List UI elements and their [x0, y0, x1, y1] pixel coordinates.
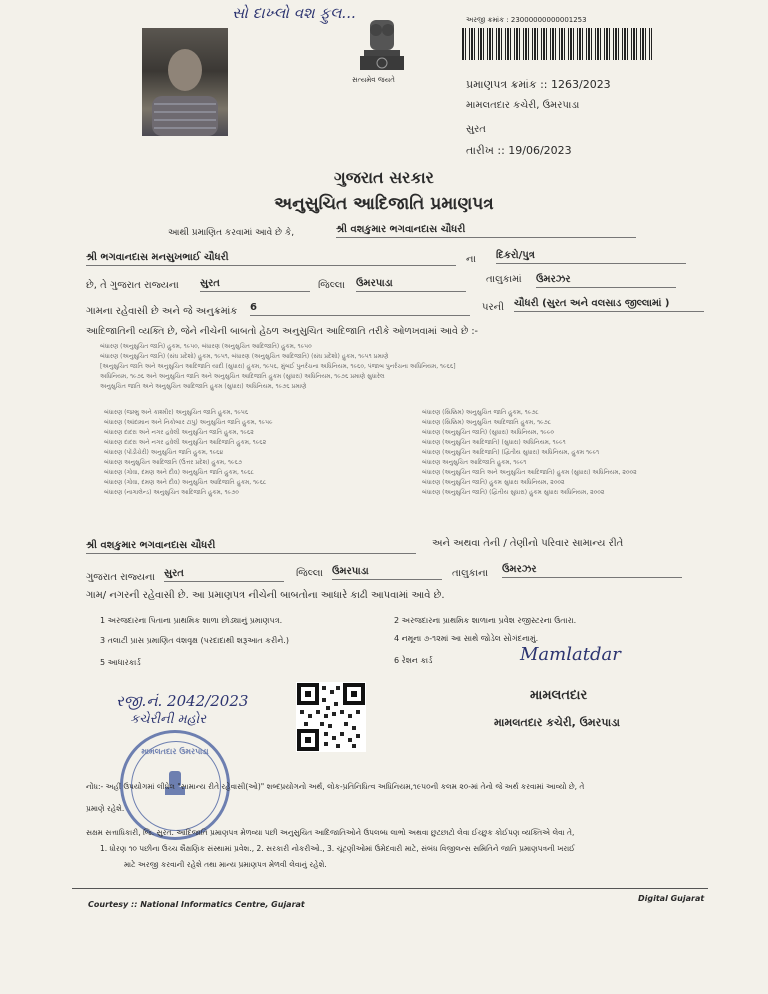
legal-order-item: બંધારણ (અનુસુચિત જાતિ અને અનુસુચિત આદિજાતિ) હુકમ (સુધારા) અધિનિયમ, ૨૦૦૨ — [422, 469, 637, 476]
legal-order-item: બંધારણ (આંદામાન અને નિકોબાર ટાપુ) અનુસુચિત જાતિ હુકમ, ૧૯૫૯ — [104, 419, 273, 426]
note-line-1: નોંધ:- અહીં ઉપયોગમાં લીધેલ "સામાન્ય રીતે રહેવાસી(ઓ)" શબ્દપ્રયોગનો અર્થ, લોક-પ્રતિનિધિત્વ અધિનિયમ,૧૯૫૦ની કલમ ૨૦-માં તેનો જે અર્થ કરવામાં આવ્યો છે, તે — [86, 782, 585, 791]
government-heading: ગુજરાત સરકાર — [334, 168, 434, 187]
document-item: 1 અરજદારના પિતાના પ્રાથમિક શાળા છોડ્યાનું પ્રમાણપત્ર. — [100, 616, 283, 625]
legal-orders-block — [100, 342, 700, 392]
handwritten-registration: રજી.નં. 2042/2023 — [116, 692, 249, 710]
legal-order-line: બંધારણ (અનુસુચિત જાતિ) હુકમ, ૧૯૫૦, બંધારણ (અનુસુચિત આદિજાતિ) હુકમ, ૧૯૫૦ — [100, 343, 312, 350]
handwritten-office-note: કચેરીની મહોર — [130, 712, 206, 727]
applicant-name-repeat: શ્રી વશકુમાર ભગવાનદાસ ચૌધરી — [86, 540, 416, 554]
document-item: 4 નમૂના ૭-૧૨માં આ સાથે જોડેલ સોગંદનામું. — [394, 634, 539, 643]
district-name: ઉમરપાડા — [356, 278, 466, 292]
applicant-photo — [142, 28, 228, 136]
legal-order-item: બંધારણ (અનુસુચિત જાતિ) હુકમ સુધારા અધિનિયમ, ૨૦૦૨ — [422, 479, 565, 486]
legal-order-item: બંધારણ અનુસુચિત આદિજાતિ (ઉત્તર પ્રદેશ) હુકમ, ૧૯૬૭ — [104, 459, 242, 466]
footer-digital-gujarat: Digital Gujarat — [638, 894, 705, 903]
district-city-repeat: સુરત — [164, 568, 284, 582]
village-name-repeat: ઉમરઝર — [502, 564, 682, 578]
legal-order-item: બંધારણ (નાગાલેન્ડ) અનુસુચિત આદિજાતિ હુકમ, ૧૯૭૦ — [104, 489, 239, 496]
certify-intro: આથી પ્રમાણિત કરવામાં આવે છે કે, — [168, 228, 295, 238]
family-line: અને અથવા તેની / તેણીનો પરિવાર સામાન્ય રીતે — [432, 538, 624, 549]
footer-courtesy: Courtesy :: National Informatics Centre, Gujarat — [88, 900, 305, 909]
application-number: અરજી ક્રમાંક : 23000000000001253 — [466, 16, 587, 24]
taluka-label: તાલુકામાં — [486, 274, 522, 285]
issue-basis-line: ગામ/ નગરની રહેવાસી છે. આ પ્રમાણપત્ર નીચેની બાબતોના આધારે કાઢી આપવામાં આવે છે. — [86, 590, 445, 601]
legal-order-line: [અનુસુચિત જાતિ અને અનુસુચિત આદિજાતિ યાદી (સુધારા) હુકમ, ૧૯૫૬, મુંબઈ પુનર્રચના અધિનિયમ, ૧૯૬૦, પંજાબ પુનર્રચના અધિનિયમ, ૧૯૬૬] — [100, 363, 456, 370]
legal-order-line: અધિનિયમ, ૧૯૭૬ અને અનુસુચિત જાતિ અને અનુસુચિત આદિજાતિ હુકમ (સુધારા) અધિનિયમ, ૧૯૭૬ પ્રમાણે સુધારેલ — [100, 373, 385, 380]
legal-order-line: અનુસુચિત જાતિ અને અનુસુચિત આદિજાતિ હુકમ (સુધારા) અધિનિયમ, ૧૯૭૬ પ્રમાણે — [100, 383, 307, 390]
legal-orders-right — [422, 408, 712, 498]
emblem-caption: સત્યમેવ જયતે — [352, 76, 395, 84]
legal-order-item: બંધારણ (જમ્મુ અને કાશ્મીર) અનુસુચિત જાતિ હુકમ, ૧૯૫૬ — [104, 409, 249, 416]
legal-order-item: બંધારણ (સિક્કિમ) અનુસુચિત આદિજાતિ હુકમ, ૧૯૭૮ — [422, 419, 552, 426]
barcode-icon — [462, 28, 652, 60]
document-item: 6 રેશન કાર્ડ — [394, 656, 433, 665]
legal-order-item: બંધારણ દાદરા અને નગર હવેલી અનુસુચિત આદિજાતિ હુકમ, ૧૯૬૨ — [104, 439, 267, 446]
relation: દિકરો/પુત્ર — [496, 250, 686, 264]
document-item: 5 આધારકાર્ડ — [100, 658, 141, 667]
legal-order-item: બંધારણ (અનુસુચિત આદિજાતિ) (સુધારા) અધિનિયમ, ૧૯૯૧ — [422, 439, 566, 446]
legal-orders-left — [104, 408, 404, 498]
issuing-office: મામલતદાર કચેરી, ઉમરપાડા — [466, 100, 580, 111]
legal-order-item: બંધારણ (ગોવા, દમણ અને દીવ) અનુસુચિત આદિજાતિ હુકમ, ૧૯૬૮ — [104, 479, 267, 486]
document-item: 3 તલાટી પ્રાસ પ્રમાણિત વંશવૃક્ષ (પરદાદાથી શરૂઆત કરીને.) — [100, 636, 289, 645]
legal-order-item: બંધારણ અનુસુચિત આદિજાતિ હુકમ, ૧૯૯૧ — [422, 459, 527, 466]
note-line-3: સક્ષમ સત્તાધિકારી, જિ. સુરત. આદિજાતિ પ્રમાણપત્ર મેળવ્યા પછી અનુસુચિત આદિજાતિઓને ઉપલબ્ધ લાભો અથવા છુટછાટો લેવા ઈચ્છુક કોઈપણ વ્યક્તિએ લેવા તે, — [86, 828, 575, 837]
taluka-label-repeat: તાલુકાના — [452, 568, 489, 579]
na-label: ના — [466, 254, 476, 265]
tribe-label: પરની — [482, 302, 504, 313]
signature: Mamlatdar — [520, 644, 621, 665]
tribe-name: ચૌધરી (સુરત અને વલસાડ જીલ્લામાં ) — [514, 298, 704, 312]
legal-order-item: બંધારણ (અનુસુચિત જાતિ) (દ્વિતીય સુધારા) હુકમ સુધારા અધિનિયમ, ૨૦૦૨ — [422, 489, 605, 496]
legal-order-item: બંધારણ (અનુસુચિત જાતિ) (સુધારા) અધિનિયમ, ૧૯૯૦ — [422, 429, 554, 436]
serial-number: 6 — [250, 302, 470, 316]
legal-order-item: બંધારણ દાદરા અને નગર હવેલી અનુસુચિત જાતિ હુકમ, ૧૯૬૨ — [104, 429, 254, 436]
legal-order-item: બંધારણ (સિક્કિમ) અનુસુચિત જાતિ હુકમ, ૧૯૭૮ — [422, 409, 539, 416]
state-prefix-repeat: ગુજરાત રાજ્યના — [86, 572, 155, 583]
certificate-number: પ્રમાણપત્ર ક્રમાંક :: 1263/2023 — [466, 78, 611, 91]
state-prefix: છે, તે ગુજરાત રાજ્યના — [86, 280, 179, 291]
certificate-title: અનુસુચિત આદિજાતિ પ્રમાણપત્ર — [274, 194, 494, 214]
note-line-4: 1. ધોરણ ૧૦ પછીના ઉચ્ચ શૈક્ષણિક સંસ્થામાં પ્રવેશ., 2. સરકારી નોકરીઓ., 3. ચૂંટણીઓમાં ઉમેદવારી માટે, સંબંધ વિજીલન્સ સમિતિને જાતિ પ્રમાણપત્રની ખરાઈ — [100, 844, 575, 853]
note-line-2: પ્રમાણે રહેશે. — [86, 804, 125, 813]
district-city: સુરત — [200, 278, 310, 292]
tribe-statement: આદિજાતિની વ્યક્તિ છે, જેને નીચેની બાબતો હેઠળ અનુસુચિત આદિજાતિ તરીકે ઓળખવામાં આવે છે :- — [86, 326, 478, 337]
district-name-repeat: ઉમરપાડા — [332, 566, 442, 580]
stamp-text: મામલતદાર ઉમરપાડા — [141, 747, 209, 756]
legal-order-item: બંધારણ (અનુસુચિત આદિજાતિ) (દ્વિતીય સુધારા) અધિનિયમ, હુકમ ૧૯૯૧ — [422, 449, 600, 456]
legal-order-item: બંધારણ (પોંડીચેરી) અનુસુચિત જાતિ હુકમ, ૧૯૬૪ — [104, 449, 224, 456]
legal-order-line: બંધારણ (અનુસુચિત જાતિ) (સંઘ પ્રદેશો) હુકમ, ૧૯૫૧, બંધારણ (અનુસુચિત આદિજાતિ) (સંઘ પ્રદેશો) હુકમ, ૧૯૫૧ પ્રમાણે — [100, 353, 389, 360]
village-name: ઉમરઝર — [536, 274, 676, 288]
resident-line: ગામના રહેવાસી છે અને જે અનુક્રમાંક — [86, 306, 238, 317]
applicant-name: શ્રી વશકુમાર ભગવાનદાસ ચૌધરી — [336, 224, 636, 238]
document-item: 2 અરજદારના પ્રાથમિક શાળાના પ્રવેશ રજીસ્ટરના ઉતારા. — [394, 616, 577, 625]
note-line-5: માટે અરજી કરવાની રહેશે તથા માન્ય પ્રમાણપત્ર મેળવી લેવાનું રહેશે. — [124, 860, 327, 869]
handwritten-top-note: સો દાખ્લો વશ ફુલ... — [232, 4, 356, 22]
qr-code-icon — [296, 682, 366, 752]
signatory-title: મામલતદાર — [530, 688, 588, 703]
district-label-repeat: જિલ્લા — [296, 568, 323, 579]
legal-order-item: બંધારણ (ગોવા, દમણ અને દીવ) અનુસુચિત જાતિ હુકમ, ૧૯૬૮ — [104, 469, 254, 476]
ashoka-emblem-icon — [352, 12, 412, 82]
signatory-office: મામલતદાર કચેરી, ઉમરપાડા — [494, 716, 620, 729]
issuing-city: સુરત — [466, 124, 486, 135]
person-silhouette-icon — [142, 28, 228, 136]
issue-date: તારીખ :: 19/06/2023 — [466, 144, 572, 157]
father-name: શ્રી ભગવાનદાસ મનસુખભાઈ ચૌધરી — [86, 252, 456, 266]
district-label: જિલ્લા — [318, 280, 345, 291]
